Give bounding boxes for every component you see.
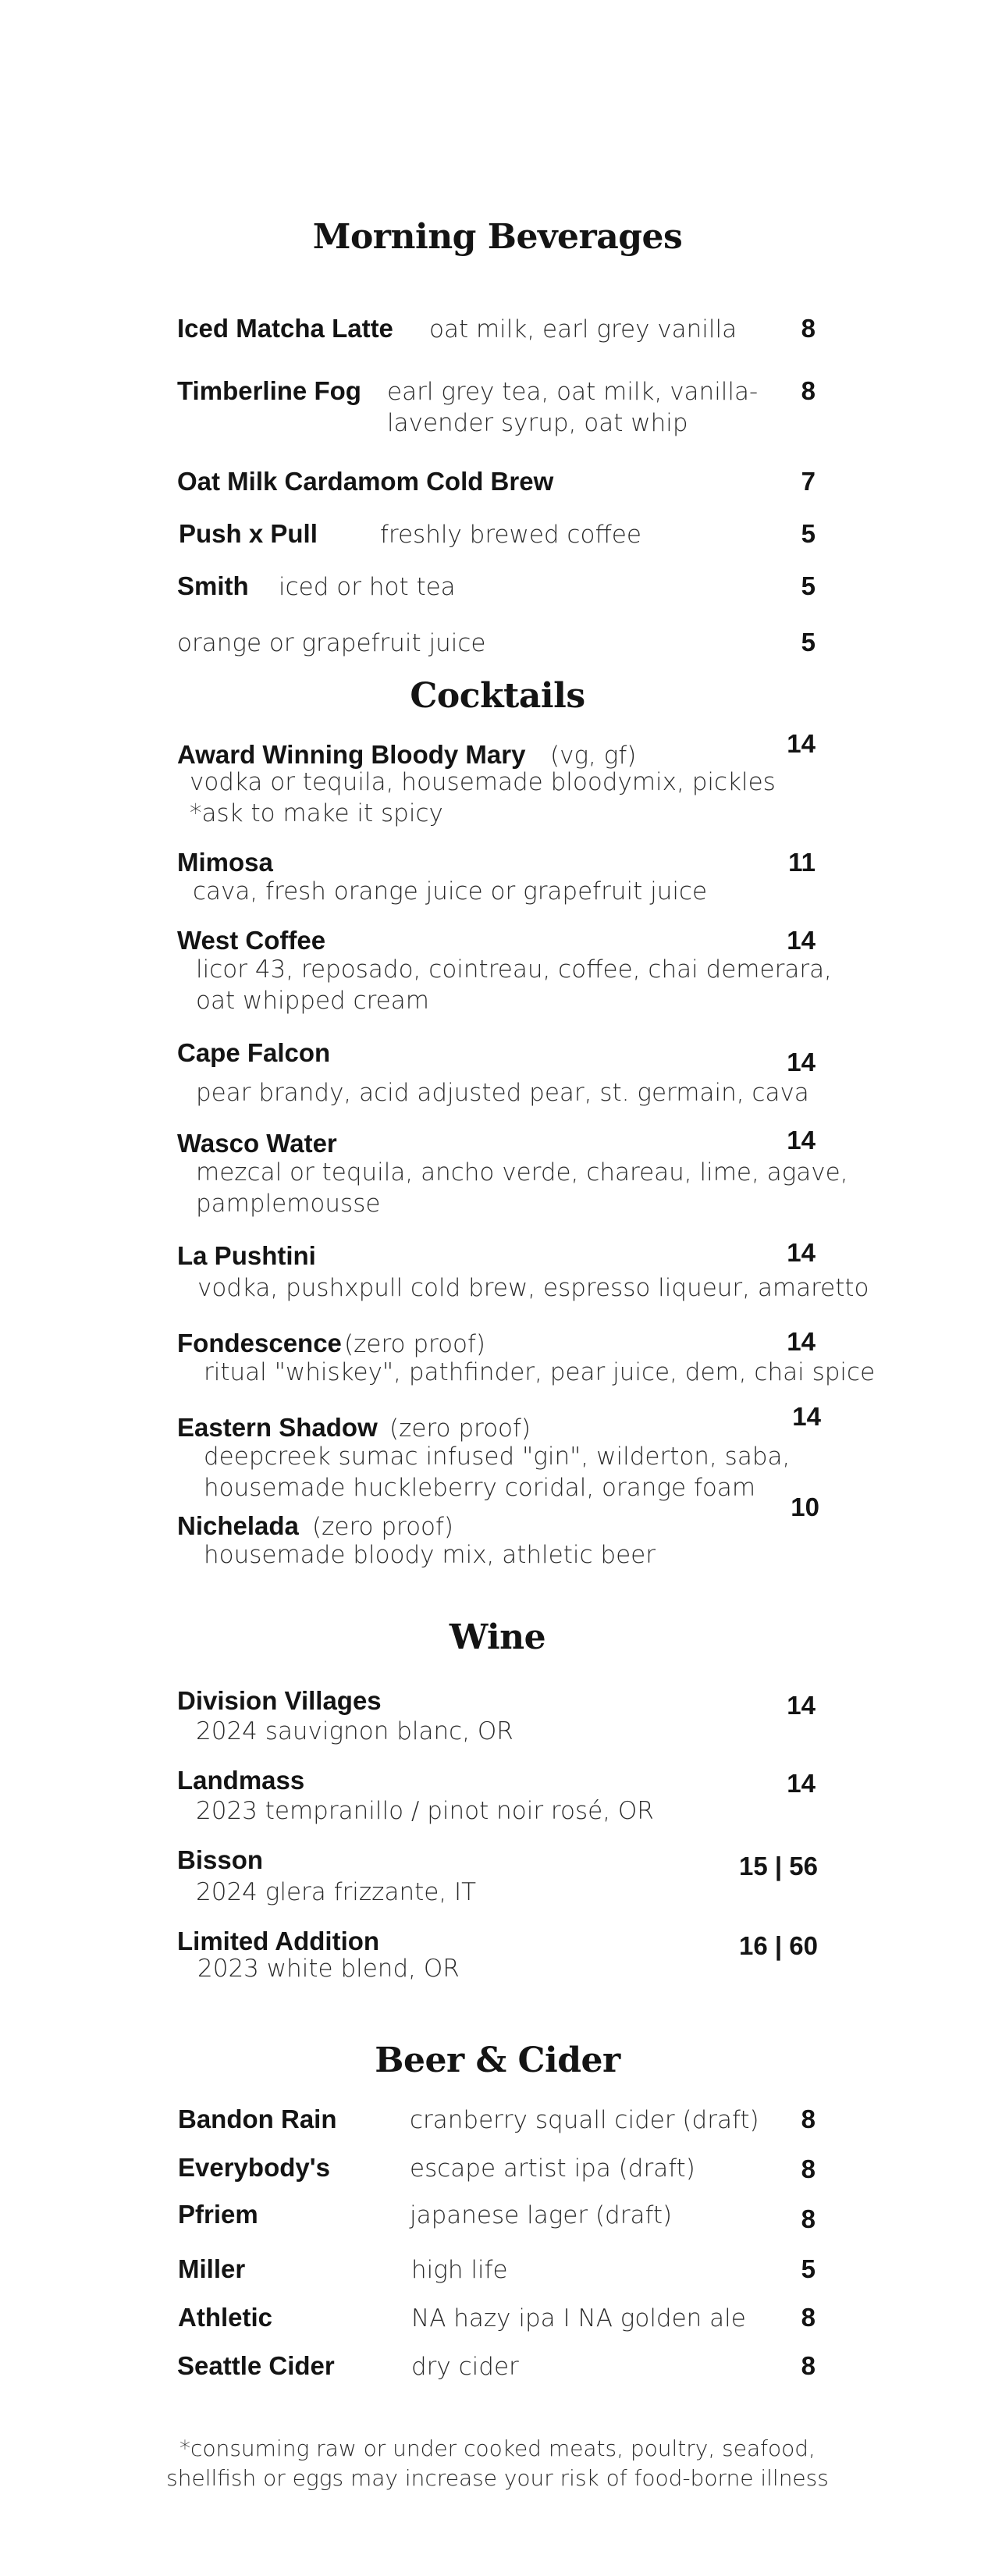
- footer-disclaimer-line2: shellfish or eggs may increase your risk of food-borne illness: [166, 2465, 829, 2491]
- item-note: (zero proof): [312, 1513, 454, 1541]
- item-price: 14: [792, 1402, 821, 1431]
- item-note: (zero proof): [344, 1330, 486, 1358]
- item-desc: dry cider: [411, 2353, 519, 2381]
- item-desc: 2024 glera frizzante, IT: [196, 1878, 477, 1906]
- item-desc: pear brandy, acid adjusted pear, st. germain, cava: [196, 1079, 809, 1107]
- item-name: Mimosa: [177, 848, 273, 877]
- item-price: 14: [787, 729, 816, 758]
- item-desc: NA hazy ipa I NA golden ale: [411, 2304, 746, 2332]
- item-name: Miller: [178, 2254, 246, 2283]
- item-price: 11: [788, 848, 816, 877]
- item-price: 7: [801, 467, 816, 496]
- item-name: West Coffee: [177, 926, 326, 955]
- item-desc: vodka, pushxpull cold brew, espresso liqueur, amaretto: [197, 1274, 869, 1302]
- item-price: 8: [801, 2154, 816, 2183]
- item-price: 5: [801, 571, 816, 600]
- item-desc: high life: [411, 2256, 508, 2284]
- footer-disclaimer-line1: *consuming raw or under cooked meats, poultry, seafood,: [179, 2435, 816, 2461]
- item-desc-line2: pamplemousse: [196, 1190, 381, 1218]
- item-name: Award Winning Bloody Mary: [177, 740, 526, 769]
- item-desc: earl grey tea, oat milk, vanilla-: [387, 378, 759, 406]
- item-price: 14: [787, 926, 816, 955]
- item-name: Wasco Water: [177, 1129, 337, 1158]
- item-name: Pfriem: [178, 2200, 258, 2229]
- item-name: Seattle Cider: [177, 2351, 335, 2380]
- item-price: 8: [801, 2204, 816, 2233]
- item-price: 16 | 60: [739, 1931, 818, 1960]
- item-desc-line2: lavender syrup, oat whip: [387, 409, 688, 437]
- item-desc-line2: oat whipped cream: [196, 987, 429, 1015]
- section-title-beer: Beer & Cider: [375, 2041, 620, 2080]
- item-price: 5: [801, 628, 816, 656]
- item-name: Limited Addition: [177, 1927, 380, 1955]
- item-name: Nichelada: [177, 1511, 299, 1540]
- item-desc: oat milk, earl grey vanilla: [429, 315, 737, 343]
- item-name: Division Villages: [177, 1686, 382, 1715]
- item-desc: deepcreek sumac infused "gin", wilderton, saba,: [204, 1443, 791, 1471]
- item-price: 8: [801, 2105, 816, 2133]
- item-desc: orange or grapefruit juice: [177, 629, 486, 657]
- item-note: (vg, gf): [550, 742, 637, 770]
- item-price: 10: [791, 1493, 819, 1521]
- section-title-wine: Wine: [449, 1617, 546, 1657]
- item-name: Iced Matcha Latte: [177, 314, 393, 343]
- item-price: 14: [787, 1327, 816, 1356]
- item-price: 8: [801, 2351, 816, 2380]
- item-name: Cape Falcon: [177, 1038, 331, 1067]
- item-desc: iced or hot tea: [279, 573, 456, 601]
- item-desc: cranberry squall cider (draft): [410, 2106, 759, 2134]
- item-price: 8: [801, 314, 816, 343]
- item-desc: cava, fresh orange juice or grapefruit juice: [193, 877, 708, 906]
- item-desc: licor 43, reposado, cointreau, coffee, chai demerara,: [196, 955, 832, 984]
- item-price: 14: [787, 1048, 816, 1076]
- item-desc: 2023 tempranillo / pinot noir rosé, OR: [196, 1797, 654, 1825]
- item-name: Timberline Fog: [177, 376, 361, 405]
- item-name: Smith: [177, 571, 249, 600]
- item-name: Fondescence: [177, 1329, 342, 1357]
- item-desc-line2: *ask to make it spicy: [190, 799, 443, 827]
- section-title-cocktails: Cocktails: [410, 676, 585, 716]
- item-price: 5: [801, 2254, 816, 2283]
- item-name: Eastern Shadow: [177, 1413, 378, 1442]
- item-desc: ritual "whiskey", pathfinder, pear juice, dem, chai spice: [204, 1358, 876, 1386]
- item-desc: escape artist ipa (draft): [410, 2154, 695, 2183]
- item-price: 15 | 56: [739, 1852, 818, 1880]
- item-note: (zero proof): [389, 1414, 531, 1443]
- item-name: Push x Pull: [179, 519, 318, 548]
- item-name: La Pushtini: [177, 1241, 316, 1270]
- item-desc: 2023 white blend, OR: [197, 1955, 460, 1983]
- item-price: 8: [801, 2303, 816, 2332]
- item-name: Everybody's: [178, 2153, 330, 2182]
- item-name: Oat Milk Cardamom Cold Brew: [177, 467, 554, 496]
- item-price: 14: [787, 1769, 816, 1798]
- item-price: 8: [801, 376, 816, 405]
- item-name: Bisson: [177, 1845, 264, 1874]
- item-desc-line2: housemade huckleberry coridal, orange foam: [204, 1474, 756, 1502]
- item-name: Landmass: [177, 1766, 305, 1795]
- item-desc: housemade bloody mix, athletic beer: [204, 1541, 656, 1569]
- item-desc: vodka or tequila, housemade bloodymix, pickles: [190, 768, 776, 796]
- item-price: 14: [787, 1238, 816, 1267]
- item-desc: freshly brewed coffee: [380, 521, 641, 549]
- item-desc: 2024 sauvignon blanc, OR: [196, 1717, 513, 1745]
- item-name: Athletic: [178, 2303, 273, 2332]
- item-price: 14: [787, 1691, 816, 1720]
- item-desc: japanese lager (draft): [410, 2201, 673, 2229]
- item-price: 14: [787, 1126, 816, 1155]
- item-desc: mezcal or tequila, ancho verde, chareau, lime, agave,: [196, 1158, 848, 1187]
- item-price: 5: [801, 519, 816, 548]
- item-name: Bandon Rain: [178, 2105, 337, 2133]
- section-title-morning: Morning Beverages: [312, 217, 683, 257]
